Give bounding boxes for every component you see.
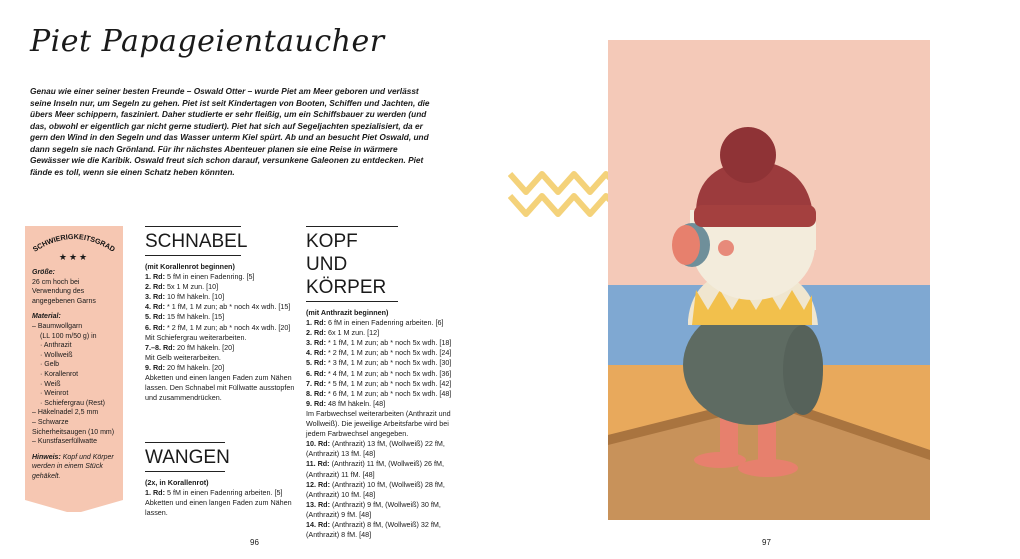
- page-title: Piet Papageientaucher: [30, 24, 385, 59]
- material-item: · Schiefergrau (Rest): [40, 399, 105, 407]
- round-text: * 3 fM, 1 M zun; ab * noch 5x wdh. [30]: [325, 358, 452, 368]
- round-label: 1. Rd:: [145, 488, 165, 498]
- page-number-left: 96: [250, 538, 259, 547]
- round-text: 20 fM häkeln. [20]: [164, 362, 225, 372]
- instruction-line: [306, 459, 454, 479]
- size-label: Größe:: [32, 269, 55, 276]
- instruction-line: [145, 312, 295, 322]
- round-label: 9. Rd:: [145, 362, 165, 372]
- round-text: * 5 fM, 1 M zun; ab * noch 5x wdh. [42]: [325, 378, 452, 388]
- wangen-subtitle: (2x, in Korallenrot): [145, 478, 209, 487]
- instruction-line: [306, 500, 454, 520]
- hint-text: Kopf und Körper werden in einem Stück gehäkelt.: [32, 453, 114, 480]
- round-text: 6 fM in einen Fadenring arbeiten. [6]: [325, 318, 444, 328]
- round-text: 48 fM häkeln. [48]: [325, 398, 386, 408]
- kopf-section: [306, 226, 454, 540]
- material-label: Material:: [32, 313, 61, 321]
- kopf-heading: KOPF UND KÖRPER: [306, 226, 398, 302]
- hint-label: Hinweis:: [32, 453, 61, 461]
- difficulty-stars: ★★★: [58, 252, 90, 262]
- instruction-line: [145, 292, 295, 302]
- instruction-line: [306, 520, 454, 540]
- round-label: 9. Rd:: [306, 398, 326, 408]
- kopf-subtitle: (mit Anthrazit beginnen): [306, 308, 389, 317]
- sidebar-content: [32, 268, 118, 481]
- round-text: * 6 fM, 1 M zun; ab * noch 5x wdh. [48]: [325, 388, 452, 398]
- round-text: 5 fM in einen Fadenring arbeiten. [5] Abketten und einen langen Faden zum Nähen lassen.: [145, 488, 292, 518]
- wangen-instructions: [145, 488, 295, 518]
- round-text: 6x 1 M zun. [12]: [325, 328, 380, 338]
- round-label: 7.–8. Rd:: [145, 342, 175, 352]
- round-text: 10 fM häkeln. [10]: [164, 292, 225, 302]
- round-text: * 4 fM, 1 M zun; ab * noch 5x wdh. [36]: [325, 368, 452, 378]
- round-text: (Anthrazit) 8 fM, (Wollweiß) 32 fM, (Anthrazit) 8 fM. [48]: [306, 519, 441, 540]
- instruction-line: [306, 399, 454, 409]
- round-label: 3. Rd:: [306, 338, 326, 348]
- difficulty-badge: SCHWIERIGKEITSGRAD: [31, 231, 117, 254]
- size-text: 26 cm hoch bei Verwendung des angegebenen Garns: [32, 278, 96, 305]
- round-text: (Anthrazit) 9 fM, (Wollweiß) 30 fM, (Anthrazit) 9 fM. [48]: [306, 499, 441, 519]
- round-text: (Anthrazit) 10 fM, (Wollweiß) 28 fM, (Anthrazit) 10 fM. [48]: [306, 479, 445, 499]
- instruction-line: [145, 302, 295, 312]
- page-number-right: 97: [762, 538, 771, 547]
- round-label: 1. Rd:: [306, 318, 326, 328]
- round-label: 13. Rd:: [306, 499, 330, 509]
- round-label: 4. Rd:: [306, 348, 326, 358]
- material-item: (LL 100 m/50 g) in: [40, 332, 97, 340]
- schnabel-instructions: [145, 272, 295, 403]
- material-item: – Kunstfaserfüllwatte: [32, 438, 97, 446]
- instruction-line: [145, 272, 295, 282]
- instruction-line: [306, 358, 454, 368]
- round-label: 8. Rd:: [306, 388, 326, 398]
- material-item: · Anthrazit: [40, 342, 72, 350]
- instruction-line: [145, 353, 295, 363]
- instruction-line: [145, 282, 295, 292]
- material-item: – Schwarze Sicherheitsaugen (10 mm): [32, 418, 115, 436]
- material-item: · Weinrot: [40, 390, 69, 398]
- instruction-line: [306, 338, 454, 348]
- material-item: – Häkelnadel 2,5 mm: [32, 409, 99, 417]
- round-text: * 1 fM, 1 M zun; ab * noch 4x wdh. [15]: [164, 302, 291, 312]
- material-item: · Korallenrot: [40, 370, 79, 378]
- instruction-line: [145, 363, 295, 373]
- instruction-line: [306, 318, 454, 328]
- amigurumi-photo: [608, 40, 930, 520]
- round-text: 15 fM häkeln. [15]: [164, 312, 225, 322]
- round-text: Mit Gelb weiterarbeiten.: [145, 352, 221, 362]
- intro-paragraph: Genau wie einer seiner besten Freunde – Oswald Otter – wurde Piet am Meer geboren und verlässt seine Inseln nur, um Segeln zu gehen. Piet ist seit Kindertagen von Booten, Schiffen und Jachten, die übers Meer schippern, fasziniert. Daher studierte er sehr fleißig, um ein Schiffsbauer zu werden (und das, obwohl er eigentlich gar nicht gerne studiert). Piet hat sich auf Segeljachten spezialisiert, da er gern den Wind in den Segeln und das Wasser unterm Kiel spürt. Ab und an besucht Piet Oswald, und dann segeln sie nach Grönland. Für ihr nächstes Abenteuer planen sie eine Reise in wärmere Gewässer wie die Karibik. Oswald freut sich schon darauf, versunkene Galeonen zu entdecken. Piet fände es toll, wenn sie einen Schatz heben könnten.: [30, 86, 430, 177]
- round-text: * 2 fM, 1 M zun; ab * noch 4x wdh. [20]: [164, 322, 291, 332]
- material-item: · Weiß: [40, 380, 61, 388]
- round-label: 1. Rd:: [145, 272, 165, 282]
- round-label: 10. Rd:: [306, 439, 330, 449]
- round-label: 2. Rd:: [306, 328, 326, 338]
- round-label: 5. Rd:: [145, 312, 165, 322]
- material-item: · Wollweiß: [40, 351, 73, 359]
- instruction-line: [145, 343, 295, 353]
- round-text: (Anthrazit) 11 fM, (Wollweiß) 26 fM, (Anthrazit) 11 fM. [48]: [306, 459, 444, 479]
- round-label: 6. Rd:: [306, 368, 326, 378]
- round-label: 11. Rd:: [306, 459, 330, 469]
- round-label: 7. Rd:: [306, 378, 326, 388]
- round-label: 14. Rd:: [306, 519, 330, 529]
- round-text: (Anthrazit) 13 fM, (Wollweiß) 22 fM, (Anthrazit) 13 fM. [48]: [306, 439, 445, 459]
- instruction-line: [306, 480, 454, 500]
- instruction-line: [145, 333, 295, 343]
- round-label: 5. Rd:: [306, 358, 326, 368]
- instruction-line: [306, 369, 454, 379]
- round-text: Mit Schiefergrau weiterarbeiten.: [145, 332, 247, 342]
- schnabel-subtitle: (mit Korallenrot beginnen): [145, 262, 235, 271]
- instruction-line: [306, 439, 454, 459]
- round-text: * 1 fM, 1 M zun; ab * noch 5x wdh. [18]: [325, 338, 452, 348]
- kopf-instructions: [306, 318, 454, 540]
- instruction-line: [306, 389, 454, 399]
- instruction-line: [306, 348, 454, 358]
- round-text: * 2 fM, 1 M zun; ab * noch 5x wdh. [24]: [325, 348, 452, 358]
- round-label: 12. Rd:: [306, 479, 330, 489]
- round-label: 3. Rd:: [145, 292, 165, 302]
- instruction-line: [145, 323, 295, 333]
- round-label: 2. Rd:: [145, 282, 165, 292]
- schnabel-section: [145, 226, 295, 403]
- round-text: 5 fM in einen Fadenring. [5]: [164, 272, 255, 282]
- wangen-section: [145, 442, 295, 518]
- round-text: 20 fM häkeln. [20]: [174, 342, 235, 352]
- round-label: 4. Rd:: [145, 302, 165, 312]
- instruction-line: [306, 328, 454, 338]
- round-text: Im Farbwechsel weiterarbeiten (Anthrazit und Wollweiß). Die jeweilige Arbeitsfarbe wird bei jedem Farbwechsel angegeben.: [306, 408, 451, 439]
- material-item: – Baumwollgarn: [32, 322, 83, 330]
- zigzag-decoration: [508, 168, 620, 228]
- material-list: [32, 322, 118, 447]
- round-label: 6. Rd:: [145, 322, 165, 332]
- schnabel-heading: SCHNABEL: [145, 226, 241, 256]
- wangen-heading: WANGEN: [145, 442, 225, 472]
- round-text: Abketten und einen langen Faden zum Nähen lassen. Den Schnabel mit Füllwatte ausstopfen und zusammendrücken.: [145, 373, 295, 403]
- instruction-line: [306, 409, 454, 439]
- instruction-line: [145, 373, 295, 403]
- material-item: · Gelb: [40, 361, 60, 369]
- instruction-line: [306, 379, 454, 389]
- instruction-line: [145, 488, 295, 518]
- round-text: 5x 1 M zun. [10]: [164, 282, 219, 292]
